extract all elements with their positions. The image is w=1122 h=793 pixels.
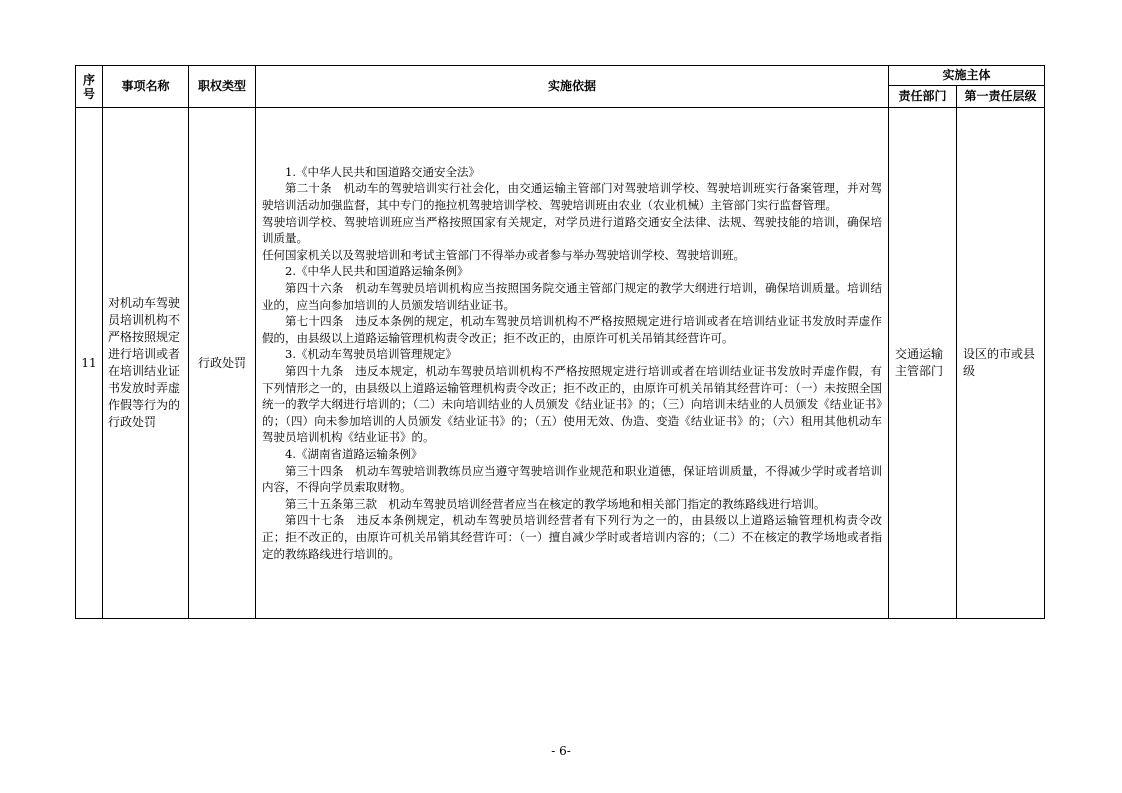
basis-paragraph: 第四十九条 违反本规定，机动车驾驶员培训机构不严格按照规定进行培训或者在培训结业证书发放时弄虚作假，有下列情形之一的，由县级以上道路运输管理机构责令改正；拒不改正的，由原许可机关吊销其经营许可：（一）未按照全国统一的教学大纲进行培训的；（二）未向培训结业的人员颁发《结业证书》的；（三）向培训未结业的人员颁发《结业证书》的；（四）向未参加培训的人员颁发《结业证书》的；（五）使用无效、伪造、变造《结业证书》的；（六）租用其他机动车驾驶员培训机构《结业证书》的。 <box>262 364 882 445</box>
basis-paragraph: 第二十条 机动车的驾驶培训实行社会化，由交通运输主管部门对驾驶培训学校、驾驶培训班实行备案管理，并对驾驶培训活动加强监督，其中专门的拖拉机驾驶培训学校、驾驶培训班由农业（农业机械）主管部门实行监督管理。 <box>262 181 882 213</box>
row-item-name: 对机动车驾驶员培训机构不严格按照规定进行培训或者在培训结业证书发放时弄虚作假等行为的行政处罚 <box>103 108 189 619</box>
basis-paragraph: 3.《机动车驾驶员培训管理规定》 <box>285 347 457 362</box>
document-sheet <box>75 65 1044 619</box>
row-dept: 交通运输主管部门 <box>889 108 957 619</box>
row-power-type: 行政处罚 <box>189 108 256 619</box>
basis-paragraph: 第四十七条 违反本条例规定，机动车驾驶员培训经营者有下列行为之一的，由县级以上道路运输管理机构责令改正；拒不改正的，由原许可机关吊销其经营许可：（一）擅自减少学时或者培训内容的；（二）不在核定的教学场地或者指定的教练路线进行培训的。 <box>262 513 882 561</box>
header-seq-label: 序号 <box>82 72 95 101</box>
header-level: 第一责任层级 <box>957 86 1045 108</box>
page-number: - 6- <box>551 744 571 758</box>
basis-paragraph: 1.《中华人民共和国道路交通安全法》 <box>285 164 480 179</box>
row-basis <box>256 108 889 619</box>
basis-paragraph: 第三十四条 机动车驾驶培训教练员应当遵守驾驶培训作业规范和职业道德，保证培训质量，不得减少学时或者培训内容，不得向学员索取财物。 <box>262 463 882 495</box>
header-dept: 责任部门 <box>889 86 957 108</box>
basis-paragraph: 4.《湖南省道路运输条例》 <box>285 446 423 461</box>
basis-paragraph: 第七十四条 违反本条例的规定，机动车驾驶员培训机构不严格按照规定进行培训或者在培训结业证书发放时弄虚作假的，由县级以上道路运输管理机构责令改正；拒不改正的，由原许可机关吊销其经营许可。 <box>262 314 882 345</box>
basis-paragraph: 驾驶培训学校、驾驶培训班应当严格按照国家有关规定，对学员进行道路交通安全法律、法规、驾驶技能的培训，确保培训质量。 <box>262 214 882 246</box>
row-seq: 11 <box>76 108 103 619</box>
basis-paragraph: 2.《中华人民共和国道路运输条例》 <box>285 264 469 279</box>
power-list-table <box>75 65 1045 619</box>
header-basis: 实施依据 <box>256 66 889 108</box>
header-item-name: 事项名称 <box>103 66 189 108</box>
header-seq <box>76 66 103 108</box>
table-row <box>76 108 1045 619</box>
basis-paragraph: 任何国家机关以及驾驶培训和考试主管部门不得举办或者参与举办驾驶培训学校、驾驶培训班。 <box>262 247 745 262</box>
row-level: 设区的市或县级 <box>957 108 1045 619</box>
basis-paragraphs <box>262 164 882 562</box>
basis-paragraph: 第四十六条 机动车驾驶员培训机构应当按照国务院交通主管部门规定的教学大纲进行培训，确保培训质量。培训结业的，应当向参加培训的人员颁发培训结业证书。 <box>262 281 882 312</box>
basis-paragraph: 第三十五条第三款 机动车驾驶员培训经营者应当在核定的教学场地和相关部门指定的教练路线进行培训。 <box>285 496 826 511</box>
header-subject: 实施主体 <box>889 66 1045 86</box>
header-power-type: 职权类型 <box>189 66 256 108</box>
